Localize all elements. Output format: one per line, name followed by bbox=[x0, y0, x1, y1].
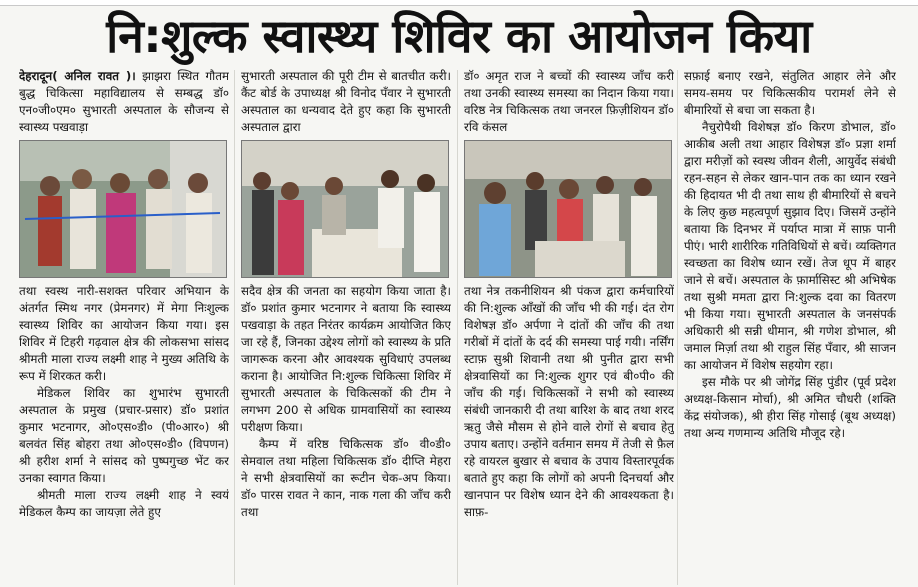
column-divider bbox=[677, 70, 678, 585]
dateline: देहरादून( अनिल रावत )। bbox=[19, 69, 136, 83]
column-divider bbox=[234, 70, 235, 585]
paragraph: कैम्प में वरिष्ठ चिकित्सक डॉ० वी०डी० सेमवाल तथा महिला चिकित्सक डॉ० दीप्ति मेहरा ने सभी क्षेत्रवासियों का रूटीन चेक-अप किया। डॉ० पारस रावत ने कान, नाक गला की जाँच करी तथा bbox=[241, 437, 451, 519]
article-column-2 bbox=[241, 68, 451, 587]
paragraph: सदैव क्षेत्र की जनता का सहयोग किया जाता है। डॉ० प्रशांत कुमार भटनागर ने बताया कि स्वास्थ्य पखवाड़ा के तहत निरंतर कार्यक्रम आयोजित किए जा रहे हैं, जिनका उद्देश्य लोगों को स्वास्थ्य के प्रति जागरूक करना और आवश्यक सुविधाएं उपलब्ध कराना है। आयोजित नि:शुल्क चिकित्सा शिविर में सुभारती अस्पताल के चिकित्सकों की टीम ने लगभग 200 से अधिक ग्रामवासियों का स्वास्थ्य परीक्षण किया। bbox=[241, 284, 451, 434]
paragraph: तथा स्वस्थ नारी-सशक्त परिवार अभियान के अंतर्गत स्मिथ नगर (प्रेमनगर) में मेगा निःशुल्क स्वास्थ्य शिविर का आयोजन किया गया। इस शिविर में टिहरी गढ़वाल क्षेत्र की लोकसभा सांसद श्रीमती माला राज्य लक्ष्मी शाह ने मुख्य अतिथि के रूप में शिरकत करी। bbox=[19, 284, 229, 383]
paragraph: सुभारती अस्पताल की पूरी टीम से बातचीत करी। कैंट बोर्ड के उपाध्यक्ष श्री विनोद पँवार ने सुभारती अस्पताल का धन्यवाद देते हुए कहा कि सुभारती अस्पताल द्वारा bbox=[241, 69, 451, 134]
paragraph: सफ़ाई बनाए रखने, संतुलित आहार लेने और समय-समय पर चिकित्सकीय परामर्श लेने से बीमारियों से बचा जा सकता है। bbox=[684, 69, 896, 117]
column-divider bbox=[457, 70, 458, 585]
article-column-3 bbox=[464, 68, 674, 587]
paragraph: डॉ० अमृत राज ने बच्चों की स्वास्थ्य जाँच करी तथा उनकी स्वास्थ्य समस्या का निदान किया गया। वरिष्ठ नेत्र चिकित्सक तथा जनरल फ़िज़ीशियन डॉ० रवि कंसल bbox=[464, 69, 674, 134]
headline: नि:शुल्क स्वास्थ्य शिविर का आयोजन किया bbox=[106, 9, 812, 63]
intro-text: झाझरा स्थित गौतम बुद्ध चिकित्सा महाविद्यालय से सम्बद्ध डॉ० एन०जी०एम० सुभारती अस्पताल के सौजन्य से स्वास्थ्य पखवाड़ा bbox=[19, 69, 229, 134]
paragraph: नैचुरोपैथी विशेषज्ञ डॉ० किरण डोभाल, डॉ० आकीब अली तथा आहार विशेषज्ञ डॉ० प्रज्ञा शर्मा द्वारा मरीज़ों को स्वस्थ जीवन शैली, आयुर्वेद संबंधी रहन-सहन से लेकर खान-पान तक का ध्यान रखने की हिदायत भी दी तथा साथ ही बीमारियों से बचने के लिए कुछ महत्वपूर्ण सुझाव दिए। जिसमें उन्होंने बताया कि दिनभर में पर्याप्त मात्रा में साफ़ पानी पीएं। भारी शारीरिक गतिविधियों से बचें। व्यक्तिगत स्वच्छता का विशेष ध्यान रखें। तेज धूप में बाहर जाने से बचें। अस्पताल के फ़ार्मासिस्ट श्री अभिषेक तथा सुश्री ममता द्वारा नि:शुल्क दवा का वितरण भी किया गया। सुभारती अस्पताल के जनसंपर्क अधिकारी श्री सन्नी धीमान, श्री गणेश डोभाल, श्री जमाल मिर्ज़ा तथा श्री राहुल सिंह पँवार, श्री साजन का आयोजन में विशेष सहयोग रहा। bbox=[684, 120, 896, 372]
article-column-1 bbox=[19, 68, 229, 587]
paragraph: तथा नेत्र तकनीशियन श्री पंकज द्वारा कर्मचारियों की नि:शुल्क आँखों की जाँच भी की गई। दंत रोग विशेषज्ञ डॉ० अर्पणा ने दांतों की जाँच की तथा गरीबों में दांतों के दर्द की समस्या पाई गयी। नर्सिंग स्टाफ़ सुश्री शिवानी तथा श्री पुनीत द्वारा सभी क्षेत्रवासियों का नि:शुल्क शुगर एवं बी०पी० की जाँच की गई। चिकित्सकों ने सभी को स्वास्थ्य संबंधी जानकारी दी तथा बारिश के बाद तथा शरद ऋतु जैसे मौसम से होने वाले रोगों से बचाव हेतु उपाय बताए। उन्होंने वर्तमान समय में तेजी से फ़ैल रहे वायरल बुखार से बचाव के उपाय विस्तारपूर्वक बताते हुए कहा कि लोगों को अपनी दिनचर्या और खानपान पर विशेष ध्यान देने की आवश्यकता है। साफ़- bbox=[464, 284, 674, 519]
paragraph: श्रीमती माला राज्य लक्ष्मी शाह ने स्वयं मेडिकल कैम्प का जायज़ा लेते हुए bbox=[19, 488, 229, 519]
paragraph: मेडिकल शिविर का शुभारंभ सुभारती अस्पताल के प्रमुख (प्रचार-प्रसार) डॉ० प्रशांत कुमार भटनागर, ओ०एस०डी० (पी०आर०) श्री बलवंत सिंह बोहरा तथा ओ०एस०डी० (विपणन) श्री हरीश शर्मा ने सांसद को पुष्पगुच्छ भेंट कर उनका स्वागत किया। bbox=[19, 386, 229, 485]
photo-medical-camp bbox=[241, 140, 449, 278]
photo-health-checkup bbox=[464, 140, 672, 278]
article-column-4 bbox=[684, 68, 896, 587]
photo-ribbon-cutting bbox=[19, 140, 227, 278]
paragraph: इस मौके पर श्री जोगेंद्र सिंह पुंडीर (पूर्व प्रदेश अध्यक्ष-किसान मोर्चा), श्री अमित चौधरी (शक्ति केंद्र संयोजक), श्री हीरा सिंह गोसाई (बूथ अध्यक्ष) तथा अन्य गणमान्य अतिथि मौजूद रहे। bbox=[684, 375, 896, 440]
